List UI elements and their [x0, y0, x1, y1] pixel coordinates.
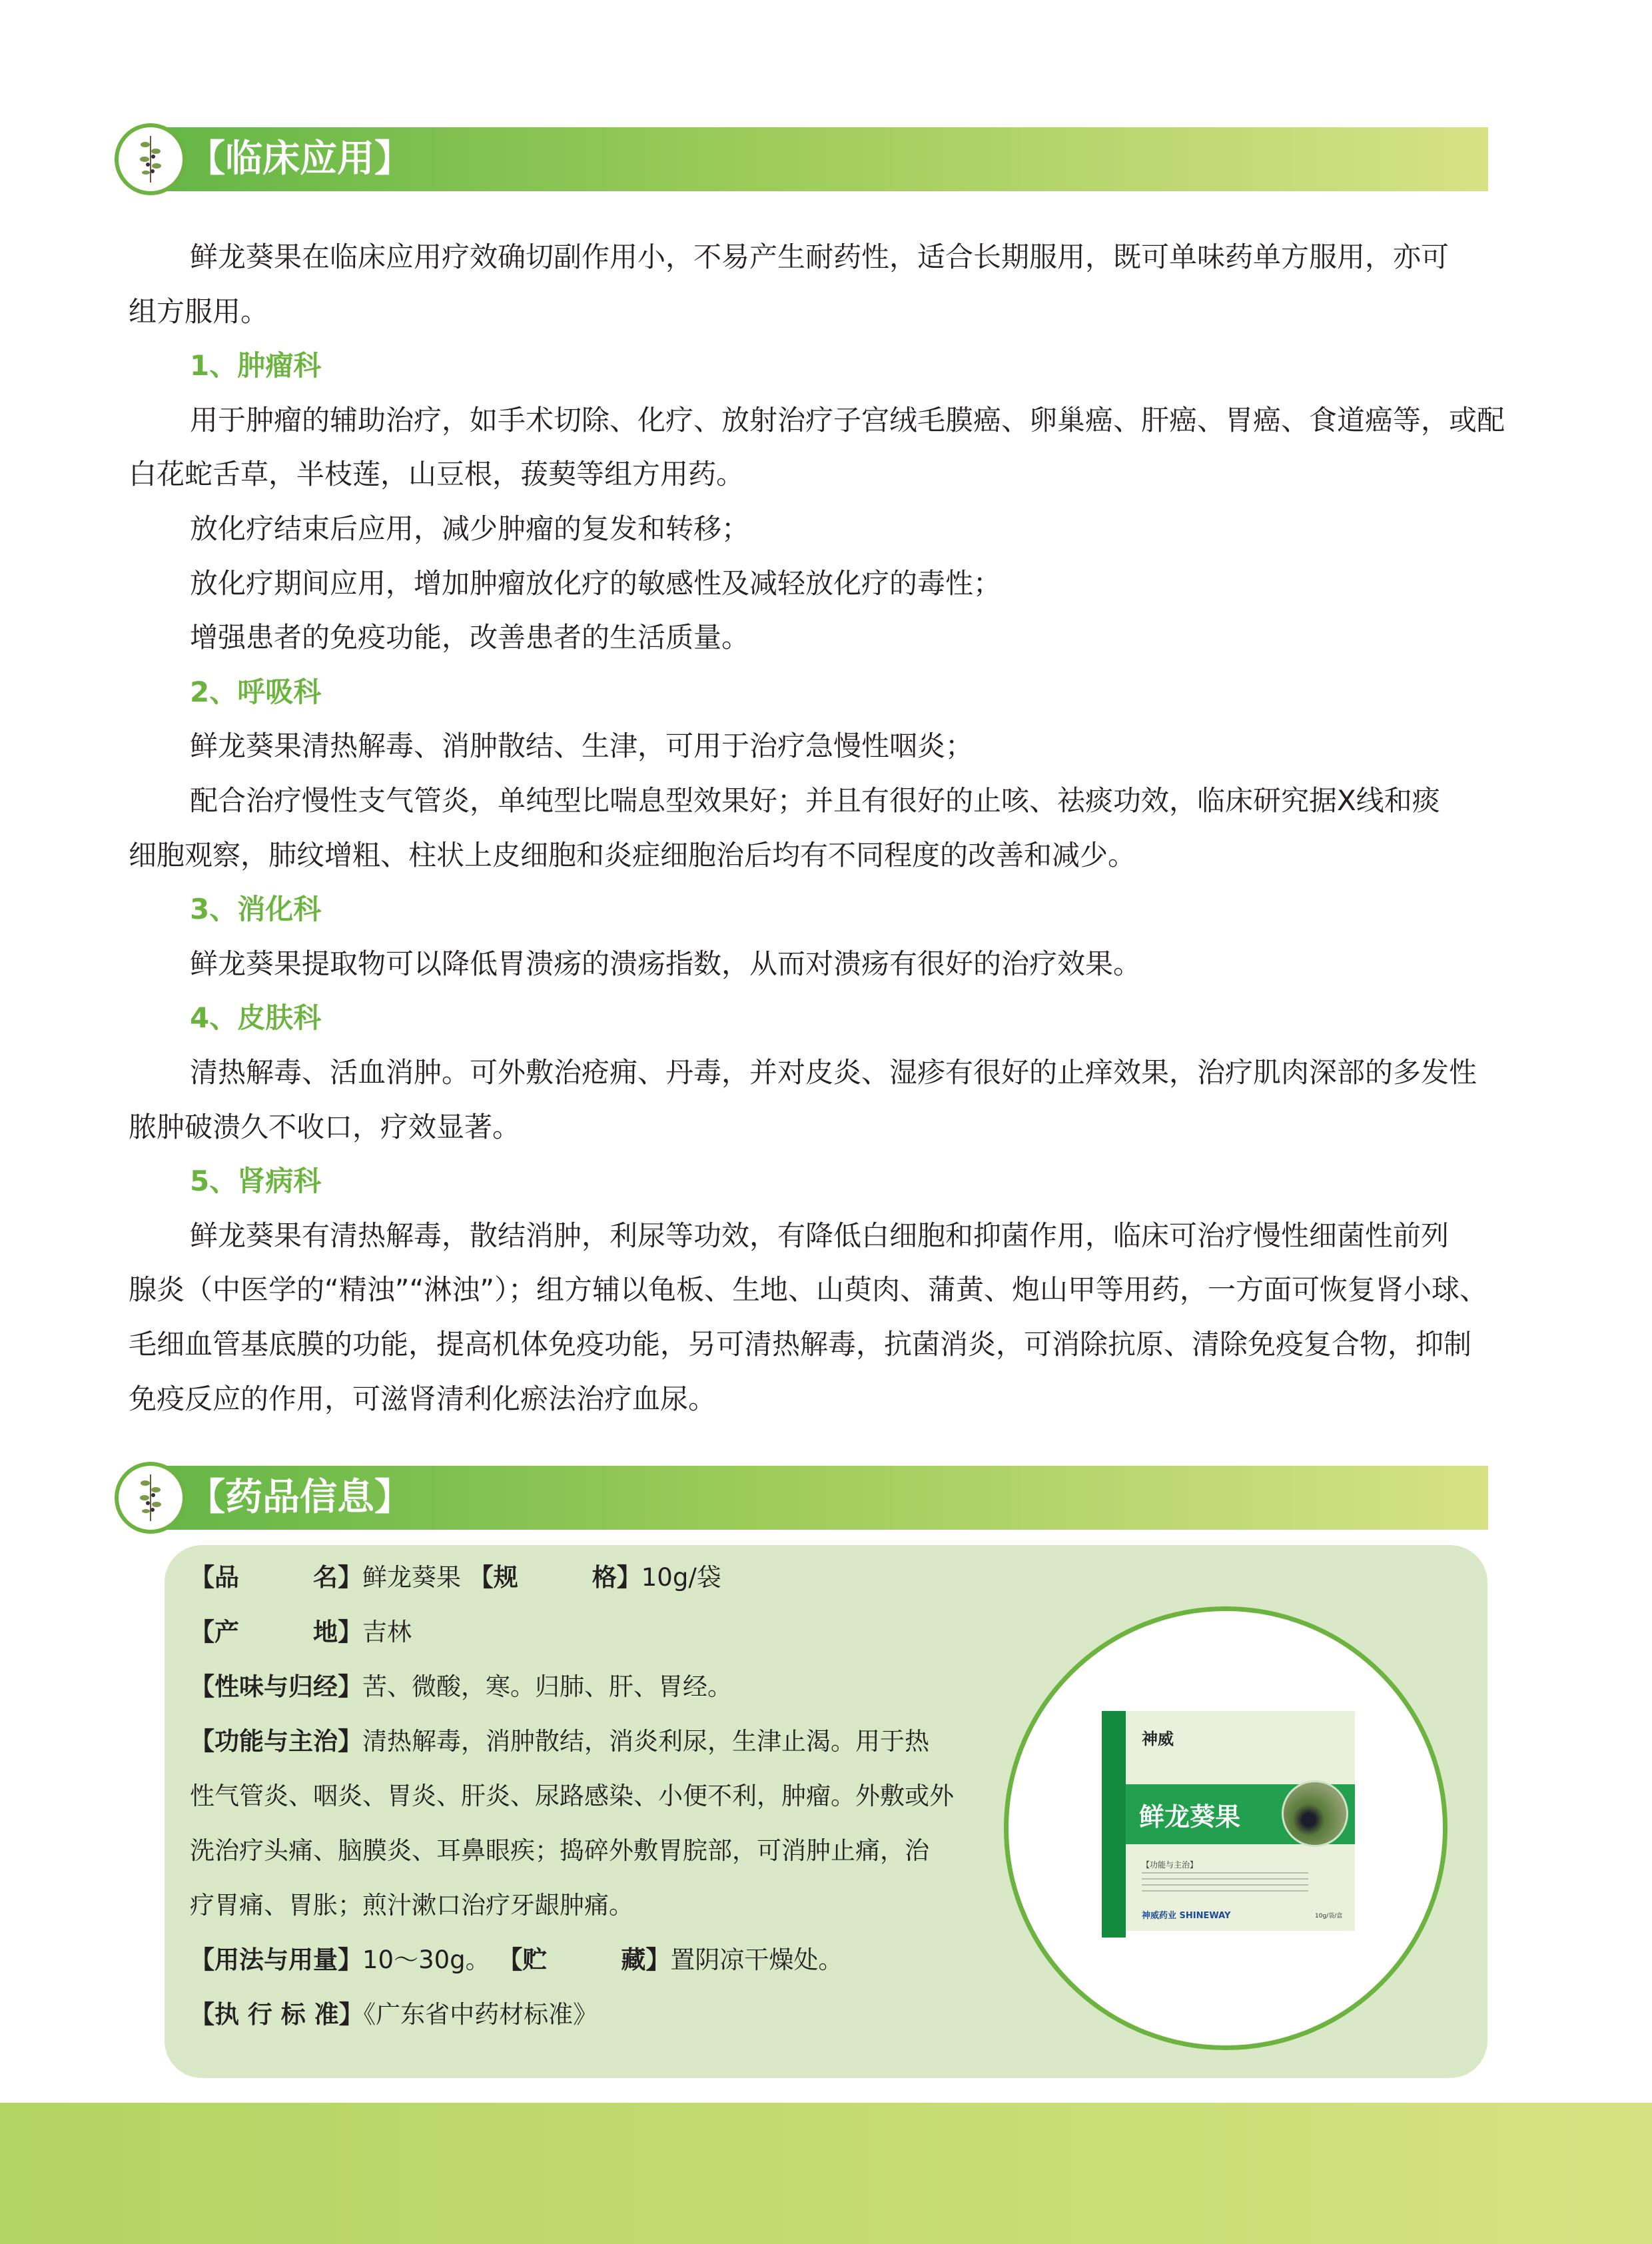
- paragraph-line: 脓肿破溃久不收口，疗效显著。: [129, 1110, 521, 1143]
- paragraph-line: 清热解毒、活血消肿。可外敷治疮痈、丹毒，并对皮炎、湿疹有很好的止痒效果，治疗肌肉深部的多发性: [190, 1056, 1477, 1089]
- company-name: 神威药业: [1142, 1911, 1177, 1921]
- product-box-image: [1102, 1711, 1355, 1938]
- box-spec: 10g/袋/盒: [1315, 1913, 1343, 1920]
- company-logo: [1142, 1908, 1230, 1921]
- section-header-clinical: [115, 127, 1488, 191]
- label: 【性味与归经】: [190, 1672, 362, 1701]
- value: 10g/袋: [641, 1563, 721, 1592]
- value: 苦、微酸，寒。归肺、肝、胃经。: [362, 1672, 732, 1701]
- label: 【规 格】: [468, 1563, 641, 1592]
- section-title: 【临床应用】: [188, 137, 412, 181]
- info-row-function: [190, 1714, 929, 1769]
- herb-plant-icon: [115, 123, 187, 195]
- label: 【用法与用量】: [190, 1946, 362, 1974]
- value: 《广东省中药材标准》: [363, 2000, 598, 2029]
- info-function-line: 洗治疗头痛、脑膜炎、耳鼻眼疾；捣碎外敷胃脘部，可消肿止痛，治: [190, 1836, 929, 1865]
- label: 【品 名】: [190, 1563, 362, 1592]
- paragraph-line: 毛细血管基底膜的功能，提高机体免疫功能，另可清热解毒，抗菌消炎，可消除抗原、清除免疫复合物，抑制: [129, 1328, 1472, 1361]
- paragraph-line: 免疫反应的作用，可滋肾清利化瘀法治疗血尿。: [129, 1382, 717, 1415]
- paragraph-line: 鲜龙葵果清热解毒、消肿散结、生津，可用于治疗急慢性咽炎；: [190, 730, 974, 763]
- herb-plant-icon: [115, 1462, 187, 1534]
- paragraph-line: 腺炎（中医学的“精浊”“淋浊”）；组方辅以龟板、生地、山萸肉、蒲黄、炮山甲等用药，一方面可恢复肾小球、: [129, 1273, 1488, 1307]
- info-row-name: [190, 1550, 721, 1605]
- info-function-line: 疗胃痛、胃胀；煎汁漱口治疗牙龈肿痛。: [190, 1891, 633, 1920]
- box-brand: 神威: [1142, 1730, 1174, 1748]
- paragraph-line: 鲜龙葵果在临床应用疗效确切副作用小，不易产生耐药性，适合长期服用，既可单味药单方服用，亦可: [190, 241, 1449, 273]
- subsection-heading: 2、呼吸科: [190, 675, 322, 708]
- label: 【产 地】: [190, 1618, 362, 1646]
- paragraph-line: 鲜龙葵果有清热解毒，散结消肿，利尿等功效，有降低白细胞和抑菌作用，临床可治疗慢性细菌性前列: [190, 1219, 1449, 1252]
- value: 吉林: [362, 1618, 412, 1646]
- label: 【执 行 标 准】: [190, 2000, 364, 2029]
- box-product-name: 鲜龙葵果: [1139, 1802, 1241, 1832]
- info-row-usage: [190, 1933, 843, 1987]
- info-row-nature: [190, 1660, 732, 1714]
- paragraph-line: 用于肿瘤的辅助治疗，如手术切除、化疗、放射治疗子宫绒毛膜癌、卵巢癌、肝癌、胃癌、食道癌等，或配: [190, 403, 1505, 436]
- paragraph-line: 细胞观察，肺纹增粗、柱状上皮细胞和炎症细胞治后均有不同程度的改善和减少。: [129, 838, 1136, 871]
- paragraph-line: 配合治疗慢性支气管炎，单纯型比喘息型效果好；并且有很好的止咳、祛痰功效，临床研究据X线和痰: [190, 784, 1440, 817]
- subsection-heading: 4、皮肤科: [190, 1001, 322, 1035]
- subsection-heading: 1、肿瘤科: [190, 349, 322, 382]
- berry-photo: [1282, 1780, 1348, 1847]
- product-image-frame: [1004, 1606, 1447, 2050]
- info-function-line: 性气管炎、咽炎、胃炎、肝炎、尿路感染、小便不利，肿瘤。外敷或外: [190, 1782, 954, 1810]
- paragraph-line: 组方服用。: [129, 294, 269, 328]
- label: 【贮 藏】: [498, 1946, 671, 1974]
- subsection-heading: 5、肾病科: [190, 1165, 322, 1198]
- info-row-origin: [190, 1605, 412, 1660]
- section-header-drug-info: [115, 1466, 1488, 1530]
- value: 10～30g。: [362, 1946, 490, 1974]
- info-row-standard: [190, 1987, 598, 2042]
- value: 鲜龙葵果: [362, 1563, 461, 1592]
- company-name-en: SHINEWAY: [1179, 1911, 1231, 1921]
- paragraph-line: 白花蛇舌草，半枝莲，山豆根，菝葜等组方用药。: [129, 458, 745, 491]
- footer-band: [0, 2103, 1652, 2244]
- paragraph-line: 放化疗结束后应用，减少肿瘤的复发和转移；: [190, 512, 750, 545]
- value: 清热解毒，消肿散结，消炎利尿，生津止渴。用于热: [362, 1727, 929, 1756]
- paragraph-line: 鲜龙葵果提取物可以降低胃溃疡的溃疡指数，从而对溃疡有很好的治疗效果。: [190, 947, 1142, 980]
- value: 置阴凉干燥处。: [670, 1946, 843, 1974]
- label: 【功能与主治】: [190, 1727, 362, 1756]
- box-heading: 【功能与主治】: [1142, 1860, 1198, 1870]
- paragraph-line: 放化疗期间应用，增加肿瘤放化疗的敏感性及减轻放化疗的毒性；: [190, 566, 1002, 600]
- subsection-heading: 3、消化科: [190, 893, 322, 926]
- section-title: 【药品信息】: [188, 1476, 412, 1519]
- paragraph-line: 增强患者的免疫功能，改善患者的生活质量。: [190, 621, 750, 654]
